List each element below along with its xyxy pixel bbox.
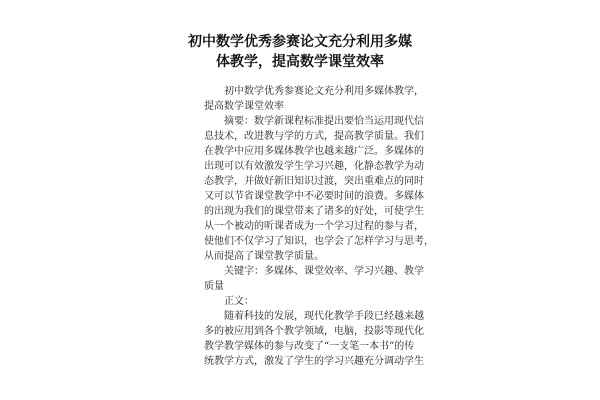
body-line: 的出现为我们的课堂带来了诸多的好处，可使学生 (204, 206, 424, 217)
body-line: 质量 (204, 281, 224, 292)
body-line: 出现可以有效激发学生学习兴趣，化静态教学为动 (204, 161, 424, 172)
document-body (204, 84, 434, 369)
body-line: 关键字：多媒体、课堂效率、学习兴趣、教学 (224, 266, 424, 277)
body-line: 初中数学优秀参赛论文充分利用多媒体教学， (224, 86, 424, 97)
body-line: 从而提高了课堂教学质量。 (204, 251, 324, 262)
body-line: 提高数学课堂效率 (204, 101, 284, 112)
body-line: 摘要：数学新课程标准提出要恰当运用现代信 (224, 116, 424, 127)
body-line: 息技术，改进教与学的方式，提高教学质量。我们 (204, 131, 424, 142)
document-title (180, 32, 420, 72)
body-line: 统教学方式，激发了学生的学习兴趣充分调动学生 (204, 356, 424, 367)
body-line: 在教学中应用多媒体教学也越来越广泛。多媒体的 (204, 146, 424, 157)
title-line-1: 初中数学优秀参赛论文充分利用多媒 (188, 34, 412, 50)
body-line: 又可以节省课堂教学中不必要时间的浪费。多媒体 (204, 191, 424, 202)
body-line: 随着科技的发展，现代化教学手段已经越来越 (224, 311, 424, 322)
body-line: 从一个被动的听课者成为一个学习过程的参与者， (204, 221, 424, 232)
body-line: 使他们不仅学习了知识，也学会了怎样学习与思考， (204, 236, 434, 247)
body-line: 正文： (224, 296, 254, 307)
body-line: 态教学，并做好新旧知识过渡，突出重难点的同时 (204, 176, 424, 187)
body-line: 多的被应用到各个教学领域，电脑，投影等现代化 (204, 326, 424, 337)
title-line-2: 体教学，提高数学课堂效率 (216, 54, 384, 70)
body-line: 教学教学媒体的参与改变了“一支笔一本书”的传 (204, 341, 415, 352)
